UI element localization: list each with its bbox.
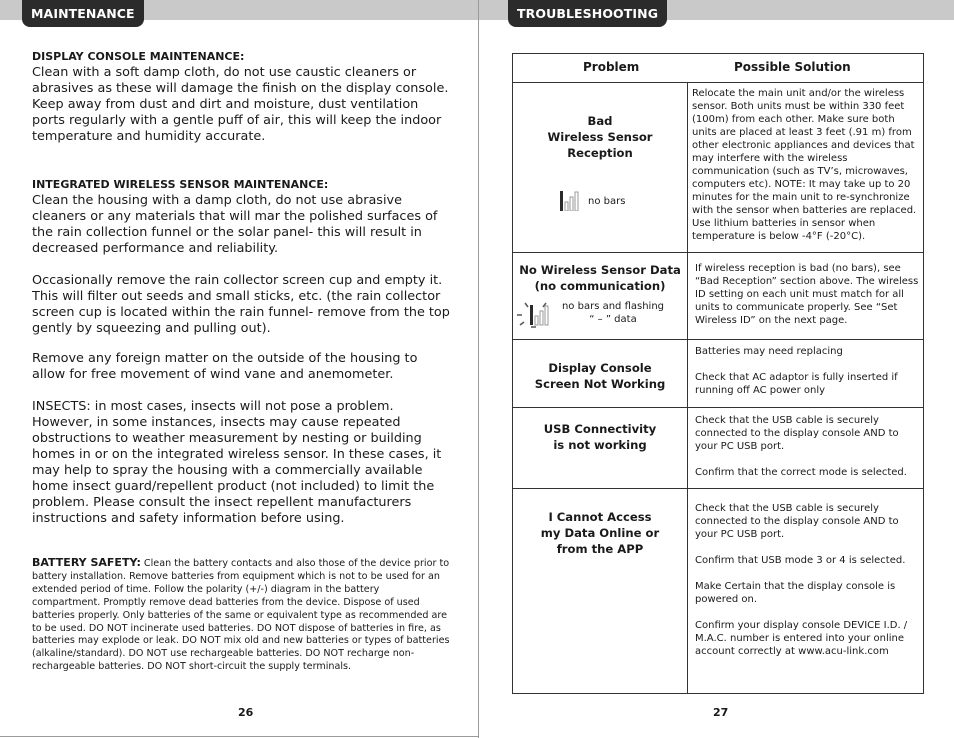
right-page xyxy=(479,0,954,738)
battery-safety-text: Clean the battery contacts and also those of the device prior to battery installation. Remove batteries from equipment which is not to be used for an extended period of time. Follow the polarity (+/-) diagram in the battery compartment. Promptly remove dead batteries from the device. Dispose of used batteries properly. Only batteries of the same or equivalent type as recommended are to be used. DO NOT incinerate used batteries. DO NOT dispose of batteries in fire, as batteries may explode or leak. DO NOT mix old and new batteries or types of batteries (alkaline/standard). DO NOT use rechargeable batteries. DO NOT recharge non-rechargeable batteries. DO NOT short-circuit the supply terminals. xyxy=(32,558,450,673)
table-row xyxy=(513,488,923,694)
console-maintenance-text: Clean with a soft damp cloth, do not use caustic cleaners or abrasives as these will damage the finish on the display console. Keep away from dust and dirt and moisture, dust ventilation ports regularly with a gentle puff of air, this will keep the indoor temperature and humidity accurate. xyxy=(32,65,449,144)
table-row xyxy=(513,82,923,253)
section-tab-maintenance: MAINTENANCE xyxy=(22,0,144,27)
problem-cell: No Wireless Sensor Data (no communication) xyxy=(519,263,681,293)
page-number-right: 27 xyxy=(713,706,729,719)
battery-safety-heading: BATTERY SAFETY: xyxy=(32,556,141,569)
solution-cell: If wireless reception is bad (no bars), see “Bad Reception” section above. The wireless ID setting on each unit must match for all units to communicate properly. See “Set Wireless ID” on the next page. xyxy=(695,263,919,326)
maintenance-content xyxy=(32,47,450,674)
signal-bars-icon xyxy=(559,191,581,211)
column-header-problem: Problem xyxy=(583,60,640,74)
icon-caption: no bars and flashing “ – ” data xyxy=(561,301,665,325)
battery-safety-section xyxy=(32,557,450,674)
sensor-maintenance-text: Clean the housing with a damp cloth, do not use abrasive cleaners or any materials that will mar the polished surfaces of the rain collection funnel or the solar panel- this will result in decreased performance and reliability. xyxy=(32,193,438,256)
solution-cell: Relocate the main unit and/or the wireless sensor. Both units must be within 330 feet (100m) from each other. Make sure both units are placed at least 3 feet (.91 m) from other electronic appliances and devices that may interfere with the wireless communication (such as TV’s, microwaves, computers etc). NOTE: It may take up to 20 minutes for the main unit to re-synchronize with the sensor when batteries are replaced. Use lithium batteries in sensor when temperature is below -4°F (-20°C). xyxy=(692,88,917,242)
sensor-maintenance-section xyxy=(32,177,450,257)
table-row xyxy=(513,407,923,489)
foreign-matter-text: Remove any foreign matter on the outside of the housing to allow for free movement of wind vane and anemometer. xyxy=(32,351,418,382)
page-bottom-border xyxy=(0,736,478,737)
flashing-signal-icon xyxy=(516,299,554,331)
solution-cell: Batteries may need replacing Check that AC adaptor is fully inserted if running off AC power only xyxy=(695,346,898,396)
solution-cell: Check that the USB cable is securely connected to the display console AND to your PC USB port. Confirm that the correct mode is selected. xyxy=(695,415,907,478)
console-maintenance-heading: DISPLAY CONSOLE MAINTENANCE: xyxy=(32,50,245,63)
sensor-maintenance-heading: INTEGRATED WIRELESS SENSOR MAINTENANCE: xyxy=(32,178,329,191)
rain-collector-text: Occasionally remove the rain collector screen cup and empty it. This will filter out seeds and small sticks, etc. (the rain collector screen cup is located within the rain funnel- remove from the top gently by squeezing and pulling out). xyxy=(32,273,450,336)
problem-cell: Bad Wireless Sensor Reception xyxy=(547,114,653,160)
table-row xyxy=(513,339,923,408)
troubleshooting-table xyxy=(512,53,924,694)
table-row xyxy=(513,252,923,340)
problem-cell: I Cannot Access my Data Online or from the APP xyxy=(540,510,660,556)
insects-text: INSECTS: in most cases, insects will not pose a problem. However, in some instances, insects may cause repeated obstructions to weather measurement by nesting or building homes in or on the integrated wireless sensor. In these cases, it may help to spray the housing with a commercially available home insect guard/repellent product (not included) to limit the problem. Please consult the insect repellent manufacturers instructions and safety information before using. xyxy=(32,399,442,526)
console-maintenance-section xyxy=(32,49,450,145)
problem-cell: Display Console Screen Not Working xyxy=(534,361,666,391)
page-number-left: 26 xyxy=(238,706,254,719)
column-header-solution: Possible Solution xyxy=(734,60,851,74)
solution-cell: Check that the USB cable is securely connected to the display console AND to your PC USB port. Confirm that USB mode 3 or 4 is selected. Make Certain that the display console is powered on. Confirm your display console DEVICE I.D. / M.A.C. number is entered into your online account correctly at www.acu-link.com xyxy=(695,503,908,657)
section-tab-troubleshooting: TROUBLESHOOTING xyxy=(508,0,667,27)
problem-cell: USB Connectivity is not working xyxy=(543,422,657,452)
icon-caption: no bars xyxy=(588,196,626,207)
